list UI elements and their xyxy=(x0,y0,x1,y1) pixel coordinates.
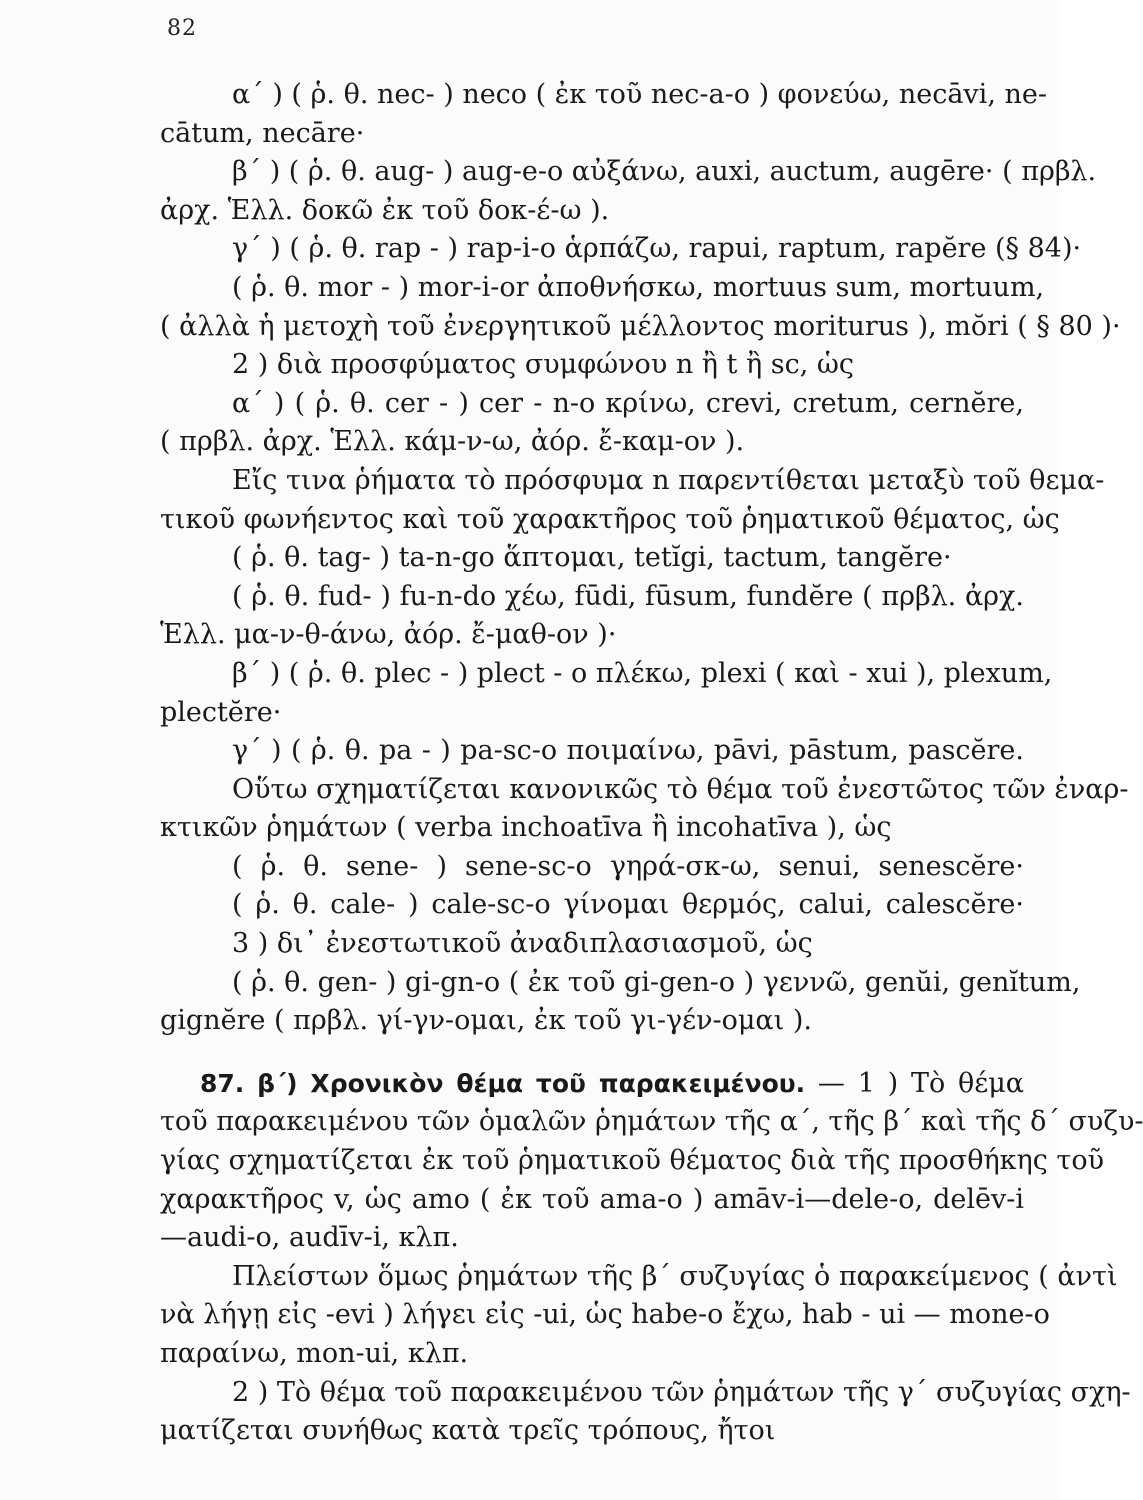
body-text xyxy=(160,76,1143,1451)
text-line: ( ῥ. θ. tag- ) ta-n-go ἅπτομαι, tetĭgi, tactum, tangĕre· xyxy=(232,542,952,574)
text-line: ( ῥ. θ. cale- ) cale-sc-o γίνομαι θερμός, calui, calescĕre· xyxy=(232,889,1024,921)
text-line: —audi-o, audīv-i, κλπ. xyxy=(160,1222,459,1254)
text-line: α΄ ) ( ῥ. θ. nec- ) neco ( ἐκ τοῦ nec-a-o ) φονεύω, necāvi, ne- xyxy=(232,79,1047,110)
text-line: γίας σχηματίζεται ἐκ τοῦ ῥηματικοῦ θέματος διὰ τῆς προσθήκης τοῦ xyxy=(160,1145,1104,1177)
text-line: ( ῥ. θ. fud- ) fu-n-do χέω, fūdi, fūsum, fundĕre ( πρβλ. ἀρχ. xyxy=(232,580,1024,612)
text-line: 2 ) διὰ προσφύματος συμφώνου n ἢ t ἢ sc, ὡς xyxy=(232,349,855,381)
text-line: κτικῶν ῥημάτων ( verba inchoatīva ἢ incohatīva ), ὡς xyxy=(160,812,892,844)
text-line: τικοῦ φωνήεντος καὶ τοῦ χαρακτῆρος τοῦ ῥηματικοῦ θέματος, ὡς xyxy=(160,503,1060,535)
text-line: plectĕre· xyxy=(160,696,282,728)
text-line: ( ἀλλὰ ἡ μετοχὴ τοῦ ἐνεργητικοῦ μέλλοντος moriturus ), mŏri ( § 80 )· xyxy=(160,310,1121,342)
text-line: Εἴς τινα ῥήματα τὸ πρόσφυμα n παρεντίθεται μεταξὺ τοῦ θεμα- xyxy=(232,464,1105,496)
text-line: β΄ ) ( ῥ. θ. plec - ) plect - o πλέκω, plexi ( καὶ - xui ), plexum, xyxy=(232,657,1053,689)
text-line: ἀρχ. Ἑλλ. δοκῶ ἐκ τοῦ δοκ-έ-ω ). xyxy=(160,194,610,226)
text-line: gignĕre ( πρβλ. γί-γν-ομαι, ἐκ τοῦ γι-γέν-ομαι ). xyxy=(160,1005,812,1037)
text-line: β΄ ) ( ῥ. θ. aug- ) aug-e-o αὐξάνω, auxi, auctum, augēre· ( πρβλ. xyxy=(232,156,1097,188)
text-line: ( ῥ. θ. mor - ) mor-i-or ἀποθνήσκω, mortuus sum, mortuum, xyxy=(232,271,1045,303)
text-line: 2 ) Τὸ θέμα τοῦ παρακειμένου τῶν ῥημάτων τῆς γ΄ συζυγίας σχη- xyxy=(232,1376,1131,1408)
text-line: ( ῥ. θ. sene- ) sene-sc-o γηρά-σκ-ω, senui, senescĕre· xyxy=(232,850,1024,882)
text-line: παραίνω, mon-ui, κλπ. xyxy=(160,1338,469,1369)
text-line: χαρακτῆρος v, ὡς amo ( ἐκ τοῦ ama-o ) amāv-i—dele-o, delēv-i xyxy=(160,1183,1024,1215)
text-line: γ΄ ) ( ῥ. θ. pa - ) pa-sc-o ποιμαίνω, pāvi, pāstum, pascĕre. xyxy=(232,735,1024,767)
text-line: ( ῥ. θ. gen- ) gi-gn-o ( ἐκ τοῦ gi-gen-o ) γεννῶ, genŭi, genĭtum, xyxy=(232,966,1081,998)
section-heading-line xyxy=(160,1065,1024,1104)
text-line: α΄ ) ( ῥ. θ. cer - ) cer - n-o κρίνω, crevi, cretum, cernĕre, xyxy=(232,387,1024,419)
text-line: Πλείστων ὅμως ῥημάτων τῆς β΄ συζυγίας ὁ παρακείμενος ( ἀντὶ xyxy=(232,1260,1118,1292)
paragraphs-part-1 xyxy=(160,76,1129,1041)
section-heading-continuation: — 1 ) Τὸ θέμα xyxy=(805,1067,1024,1099)
text-line: cātum, necāre· xyxy=(160,117,365,149)
section-gap xyxy=(160,1041,1024,1065)
text-line: 3 ) δι᾿ ἐνεστωτικοῦ ἀναδιπλασιασμοῦ, ὡς xyxy=(232,928,813,960)
text-line: Ἑλλ. μα-ν-θ-άνω, ἀόρ. ἔ-μαθ-ον )· xyxy=(160,619,617,651)
text-line: ματίζεται συνήθως κατὰ τρεῖς τρόπους, ἤτοι xyxy=(160,1415,776,1447)
text-line: τοῦ παρακειμένου τῶν ὁμαλῶν ῥημάτων τῆς α΄, τῆς β΄ καὶ τῆς δ΄ συζυ- xyxy=(160,1106,1143,1138)
page-number: 82 xyxy=(167,16,197,41)
text-line: ( πρβλ. ἀρχ. Ἑλλ. κάμ-ν-ω, ἀόρ. ἔ-καμ-ον ). xyxy=(160,426,745,458)
text-line: γ΄ ) ( ῥ. θ. rap - ) rap-i-o ἁρπάζω, rapui, raptum, rapĕre (§ 84)· xyxy=(232,233,1082,265)
paragraphs-part-2 xyxy=(160,1103,1143,1450)
text-line: νὰ λήγῃ εἰς -evi ) λήγει εἰς -ui, ὡς habe-o ἔχω, hab - ui — mone-o xyxy=(160,1299,1050,1331)
text-line: Οὕτω σχηματίζεται κανονικῶς τὸ θέμα τοῦ ἐνεστῶτος τῶν ἐναρ- xyxy=(232,773,1129,805)
section-heading: 87. β΄) Χρονικὸν θέμα τοῦ παρακειμένου. xyxy=(200,1068,806,1098)
